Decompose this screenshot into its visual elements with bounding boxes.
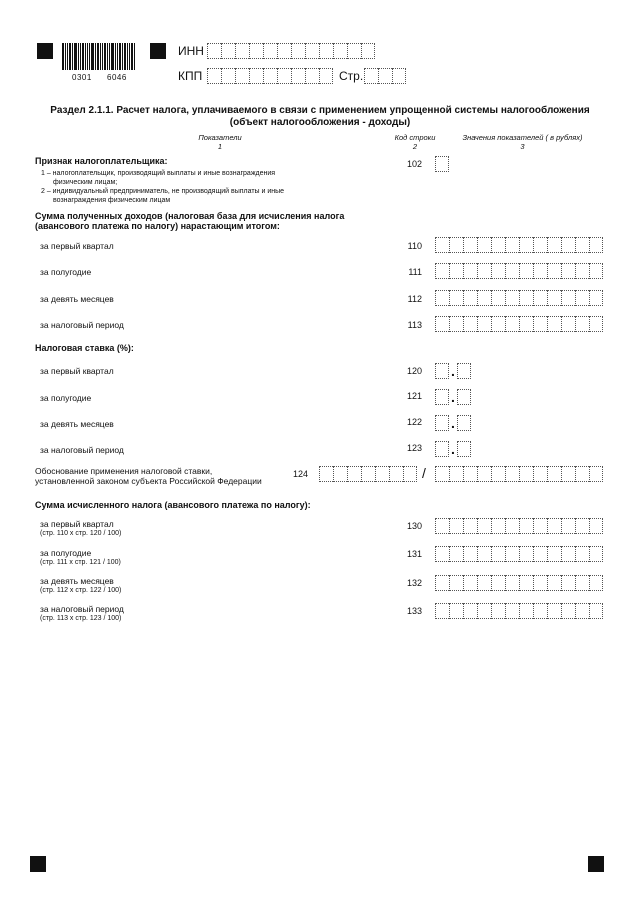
char-cell[interactable]: [547, 518, 561, 534]
barcode-bar: [65, 43, 66, 70]
tax-nine-months-field[interactable]: [435, 575, 603, 591]
barcode-bar: [95, 43, 96, 70]
char-cell[interactable]: [361, 466, 375, 482]
char-cell[interactable]: [561, 518, 575, 534]
tax-rate-heading: Налоговая ставка (%):: [35, 343, 134, 353]
char-cell[interactable]: [449, 466, 463, 482]
char-cell[interactable]: [533, 263, 547, 279]
char-cell[interactable]: [477, 575, 491, 591]
char-cell[interactable]: [575, 603, 589, 619]
char-cell[interactable]: [491, 518, 505, 534]
char-cell[interactable]: [519, 518, 533, 534]
char-cell[interactable]: [491, 263, 505, 279]
char-cell[interactable]: [389, 466, 403, 482]
barcode-bar: [109, 43, 110, 70]
line-code-131: 131: [406, 549, 422, 559]
char-cell[interactable]: [589, 263, 603, 279]
tax-half-year-field[interactable]: [435, 546, 603, 562]
char-cell[interactable]: [505, 237, 519, 253]
line-code-112: 112: [407, 294, 422, 304]
char-cell[interactable]: [547, 575, 561, 591]
char-cell[interactable]: [263, 68, 277, 84]
tax-row-label: за полугодие (стр. 111 х стр. 121 / 100): [40, 548, 121, 566]
char-cell[interactable]: [347, 43, 361, 59]
line-code-121: 121: [406, 391, 422, 401]
char-cell[interactable]: [505, 263, 519, 279]
barcode-number-right: 6046: [107, 73, 127, 82]
char-cell[interactable]: [435, 290, 449, 306]
section-title: Раздел 2.1.1. Расчет налога, уплачиваемого в связи с применением упрощенной системы налогообложения: [50, 105, 590, 116]
char-cell[interactable]: [589, 575, 603, 591]
rate-half-year-field[interactable]: .: [435, 389, 471, 405]
line-code-123: 123: [406, 443, 422, 453]
barcode-bar: [102, 43, 103, 70]
char-cell[interactable]: [589, 316, 603, 332]
income-row-label: за первый квартал: [40, 241, 114, 251]
char-cell[interactable]: [435, 603, 449, 619]
char-cell[interactable]: [519, 575, 533, 591]
justification-field-left[interactable]: [319, 466, 417, 482]
char-cell[interactable]: [249, 68, 263, 84]
char-cell[interactable]: [519, 466, 533, 482]
line-code-133: 133: [406, 606, 422, 616]
rate-row-label: за полугодие: [40, 393, 92, 403]
rate-row-label: за первый квартал: [40, 366, 114, 376]
char-cell[interactable]: [449, 290, 463, 306]
barcode-bar: [74, 43, 77, 70]
line-code-111: 111: [408, 267, 422, 277]
char-cell[interactable]: [533, 603, 547, 619]
line-code-113: 113: [407, 320, 422, 330]
char-cell[interactable]: [277, 68, 291, 84]
char-cell[interactable]: [449, 518, 463, 534]
char-cell[interactable]: [519, 237, 533, 253]
char-cell[interactable]: [435, 156, 449, 172]
char-cell[interactable]: [477, 546, 491, 562]
char-cell[interactable]: [207, 68, 221, 84]
char-cell[interactable]: [305, 68, 319, 84]
char-cell[interactable]: [463, 575, 477, 591]
barcode-bar: [115, 43, 116, 70]
char-cell[interactable]: [463, 466, 477, 482]
income-tax-period-field[interactable]: [435, 316, 603, 332]
char-cell[interactable]: [435, 263, 449, 279]
income-row-label: за девять месяцев: [40, 294, 114, 304]
char-cell[interactable]: [449, 575, 463, 591]
char-cell[interactable]: [561, 603, 575, 619]
char-cell[interactable]: [505, 316, 519, 332]
char-cell[interactable]: [589, 466, 603, 482]
inn-label: ИНН: [178, 44, 204, 58]
char-cell[interactable]: [561, 263, 575, 279]
barcode-bar: [78, 43, 79, 70]
barcode-bar: [62, 43, 64, 70]
corner-marker-top-left: [37, 43, 53, 59]
line-code-130: 130: [406, 521, 422, 531]
char-cell[interactable]: [364, 68, 378, 84]
char-cell[interactable]: [561, 546, 575, 562]
char-cell[interactable]: [435, 546, 449, 562]
char-cell[interactable]: [235, 43, 249, 59]
char-cell[interactable]: [505, 603, 519, 619]
barcode-bar: [80, 43, 81, 70]
char-cell[interactable]: [435, 466, 449, 482]
char-cell[interactable]: [491, 290, 505, 306]
barcode-bar: [89, 43, 90, 70]
barcode-bar: [127, 43, 128, 70]
char-cell[interactable]: [491, 237, 505, 253]
tax-amount-heading: Сумма исчисленного налога (авансового платежа по налогу):: [35, 500, 311, 510]
char-cell[interactable]: [477, 263, 491, 279]
char-cell[interactable]: [263, 43, 277, 59]
char-cell[interactable]: [547, 237, 561, 253]
char-cell[interactable]: [463, 316, 477, 332]
column-header-values: Значения показателей ( в рублях) 3: [462, 133, 583, 151]
char-cell[interactable]: [477, 237, 491, 253]
char-cell[interactable]: [477, 316, 491, 332]
rate-justification-label: Обоснование применения налоговой ставки, установленной законом субъекта Российской Федерации: [35, 466, 262, 486]
char-cell[interactable]: [519, 316, 533, 332]
kpp-field[interactable]: [207, 68, 333, 84]
taxpayer-sign-option-2: 2 – индивидуальный предприниматель, не производящий выплаты и иные вознаграждения физическим лицам: [41, 188, 285, 204]
char-cell[interactable]: [435, 316, 449, 332]
char-cell[interactable]: [221, 68, 235, 84]
line-code-110: 110: [407, 241, 422, 251]
barcode-bar: [134, 43, 135, 70]
income-row-label: за налоговый период: [40, 320, 124, 330]
page-field[interactable]: [364, 68, 406, 84]
barcode-bar: [111, 43, 114, 70]
tax-q1-field[interactable]: [435, 518, 603, 534]
char-cell[interactable]: [505, 518, 519, 534]
char-cell[interactable]: [547, 603, 561, 619]
kpp-label: КПП: [178, 69, 203, 83]
char-cell[interactable]: [589, 546, 603, 562]
justification-field-right[interactable]: [435, 466, 603, 482]
char-cell[interactable]: [561, 316, 575, 332]
barcode-bar: [122, 43, 123, 70]
char-cell[interactable]: [533, 237, 547, 253]
char-cell[interactable]: [463, 546, 477, 562]
char-cell[interactable]: [575, 518, 589, 534]
line-code-124: 124: [292, 469, 308, 479]
line-code-102: 102: [406, 159, 422, 169]
char-cell[interactable]: [403, 466, 417, 482]
char-cell[interactable]: [463, 290, 477, 306]
barcode-bar: [107, 43, 108, 70]
char-cell[interactable]: [519, 290, 533, 306]
char-cell[interactable]: [449, 237, 463, 253]
barcode-bar: [100, 43, 101, 70]
char-cell[interactable]: [561, 575, 575, 591]
column-header-indicators: Показатели 1: [198, 133, 242, 151]
char-cell[interactable]: [435, 575, 449, 591]
rate-row-label: за налоговый период: [40, 445, 124, 455]
line-code-120: 120: [406, 366, 422, 376]
char-cell[interactable]: [561, 290, 575, 306]
char-cell[interactable]: [319, 466, 333, 482]
barcode-bar: [91, 43, 94, 70]
char-cell[interactable]: [291, 68, 305, 84]
char-cell[interactable]: [319, 68, 333, 84]
char-cell[interactable]: [392, 68, 406, 84]
char-cell[interactable]: [491, 466, 505, 482]
char-cell[interactable]: [491, 546, 505, 562]
income-row-label: за полугодие: [40, 267, 92, 277]
char-cell[interactable]: [449, 546, 463, 562]
char-cell[interactable]: [575, 290, 589, 306]
char-cell[interactable]: [589, 518, 603, 534]
column-header-line-code: Код строки 2: [394, 133, 436, 151]
barcode-bar: [129, 43, 130, 70]
char-cell[interactable]: [477, 603, 491, 619]
tax-row-label: за девять месяцев (стр. 112 х стр. 122 / 100): [40, 576, 122, 594]
taxpayer-sign-heading: Признак налогоплательщика:: [35, 156, 168, 166]
income-half-year-field[interactable]: [435, 263, 603, 279]
char-cell[interactable]: [519, 263, 533, 279]
char-cell[interactable]: [533, 518, 547, 534]
income-nine-months-field[interactable]: [435, 290, 603, 306]
char-cell[interactable]: [575, 237, 589, 253]
barcode-bar: [104, 43, 106, 70]
char-cell[interactable]: [589, 290, 603, 306]
barcode-bar: [85, 43, 86, 70]
char-cell[interactable]: [505, 290, 519, 306]
taxpayer-sign-field[interactable]: [435, 156, 449, 172]
char-cell[interactable]: [575, 575, 589, 591]
char-cell[interactable]: [547, 466, 561, 482]
char-cell[interactable]: [333, 43, 347, 59]
char-cell[interactable]: [491, 603, 505, 619]
char-cell[interactable]: [575, 316, 589, 332]
char-cell[interactable]: [533, 316, 547, 332]
char-cell[interactable]: [491, 316, 505, 332]
char-cell[interactable]: [519, 546, 533, 562]
corner-marker-top-mid: [150, 43, 166, 59]
char-cell[interactable]: [505, 546, 519, 562]
taxpayer-sign-option-1: 1 – налогоплательщик, производящий выплаты и иные вознаграждения физическим лицам;: [41, 170, 276, 186]
rate-tax-period-field[interactable]: .: [435, 441, 471, 457]
char-cell[interactable]: [533, 466, 547, 482]
char-cell[interactable]: [378, 68, 392, 84]
char-cell[interactable]: [589, 603, 603, 619]
page-label: Стр.: [339, 69, 364, 83]
char-cell[interactable]: [291, 43, 305, 59]
char-cell[interactable]: [533, 290, 547, 306]
char-cell[interactable]: [575, 263, 589, 279]
barcode-bar: [97, 43, 99, 70]
char-cell[interactable]: [463, 237, 477, 253]
income-q1-field[interactable]: [435, 237, 603, 253]
barcode-bar: [72, 43, 73, 70]
char-cell[interactable]: [477, 518, 491, 534]
barcode-bar: [124, 43, 126, 70]
rate-row-label: за девять месяцев: [40, 419, 114, 429]
char-cell[interactable]: [435, 237, 449, 253]
rate-q1-field[interactable]: .: [435, 363, 471, 379]
char-cell[interactable]: [575, 546, 589, 562]
char-cell[interactable]: [547, 546, 561, 562]
char-cell[interactable]: [561, 237, 575, 253]
line-code-132: 132: [406, 578, 422, 588]
char-cell[interactable]: [449, 603, 463, 619]
char-cell[interactable]: [319, 43, 333, 59]
barcode: [62, 43, 142, 70]
char-cell[interactable]: [533, 575, 547, 591]
char-cell[interactable]: [235, 68, 249, 84]
char-cell[interactable]: [435, 518, 449, 534]
barcode-bar: [119, 43, 121, 70]
char-cell[interactable]: [347, 466, 361, 482]
section-subtitle: (объект налогообложения - доходы): [229, 117, 411, 128]
line-code-122: 122: [406, 417, 422, 427]
char-cell[interactable]: [375, 466, 389, 482]
char-cell[interactable]: [561, 466, 575, 482]
char-cell[interactable]: [221, 43, 235, 59]
barcode-bar: [67, 43, 68, 70]
barcode-bar: [87, 43, 88, 70]
tax-row-label: за налоговый период (стр. 113 х стр. 123 / 100): [40, 604, 124, 622]
char-cell[interactable]: [449, 316, 463, 332]
barcode-bar: [117, 43, 118, 70]
char-cell[interactable]: [463, 603, 477, 619]
char-cell[interactable]: [361, 43, 375, 59]
char-cell[interactable]: [547, 263, 561, 279]
income-heading: Сумма полученных доходов (налоговая база для исчисления налога (авансового платежа по налогу) нарастающим итогом:: [35, 211, 345, 231]
tax-row-label: за первый квартал (стр. 110 х стр. 120 / 100): [40, 519, 122, 537]
char-cell[interactable]: [477, 466, 491, 482]
tax-tax-period-field[interactable]: [435, 603, 603, 619]
justification-separator: /: [422, 465, 426, 481]
char-cell[interactable]: [333, 466, 347, 482]
barcode-number-left: 0301: [72, 73, 92, 82]
char-cell[interactable]: [207, 43, 221, 59]
char-cell[interactable]: [249, 43, 263, 59]
char-cell[interactable]: [575, 466, 589, 482]
char-cell[interactable]: [449, 263, 463, 279]
char-cell[interactable]: [491, 575, 505, 591]
barcode-bar: [131, 43, 133, 70]
char-cell[interactable]: [477, 290, 491, 306]
char-cell[interactable]: [305, 43, 319, 59]
corner-marker-bottom-right: [588, 856, 604, 872]
char-cell[interactable]: [505, 466, 519, 482]
barcode-bar: [69, 43, 71, 70]
inn-field[interactable]: [207, 43, 375, 59]
rate-nine-months-field[interactable]: .: [435, 415, 471, 431]
char-cell[interactable]: [547, 290, 561, 306]
char-cell[interactable]: [589, 237, 603, 253]
char-cell[interactable]: [505, 575, 519, 591]
barcode-bar: [82, 43, 84, 70]
char-cell[interactable]: [533, 546, 547, 562]
char-cell[interactable]: [547, 316, 561, 332]
char-cell[interactable]: [463, 518, 477, 534]
char-cell[interactable]: [463, 263, 477, 279]
char-cell[interactable]: [277, 43, 291, 59]
char-cell[interactable]: [519, 603, 533, 619]
corner-marker-bottom-left: [30, 856, 46, 872]
